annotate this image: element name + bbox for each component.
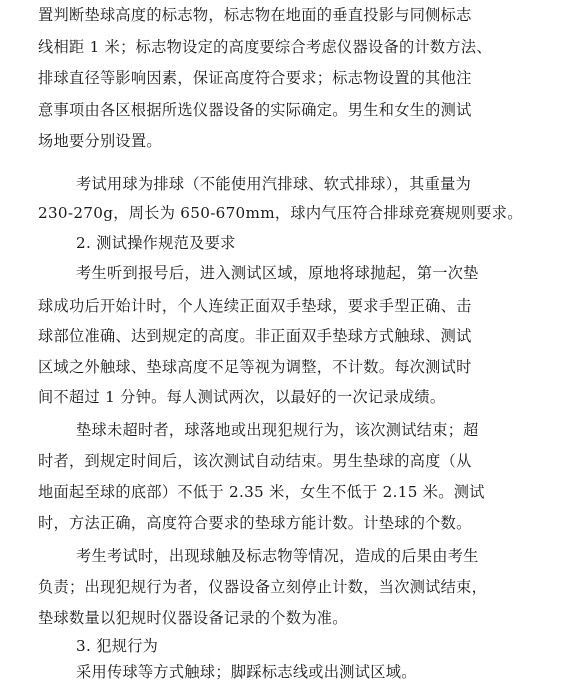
text-line: 球部位准确、达到规定的高度。非正面双手垫球方式触球、测试 <box>38 327 472 345</box>
text-line: 地面起至球的底部）不低于 2.35 米，女生不低于 2.15 米。测试 <box>38 483 485 501</box>
text-line: 考生听到报号后，进入测试区域，原地将球抛起，第一次垫 <box>76 264 479 282</box>
text-line: 考生考试时，出现球触及标志物等情况，造成的后果由考生 <box>76 547 479 565</box>
text-line: 场地要分别设置。 <box>38 132 162 150</box>
section-heading: 3. 犯规行为 <box>76 637 159 655</box>
text-line: 采用传球等方式触球；脚踩标志线或出测试区域。 <box>76 663 417 681</box>
section-heading: 2. 测试操作规范及要求 <box>76 234 236 252</box>
text-line: 线相距 1 米；标志物设定的高度要综合考虑仪器设备的计数方法、 <box>38 38 492 56</box>
text-line: 考试用球为排球（不能使用汽排球、软式排球），其重量为 <box>76 175 472 193</box>
text-line: 球成功后开始计时，个人连续正面双手垫球，要求手型正确、击 <box>38 297 472 315</box>
text-line: 时，方法正确，高度符合要求的垫球方能计数。计垫球的个数。 <box>38 514 472 532</box>
text-line: 时者，到规定时间后，该次测试自动结束。男生垫球的高度（从 <box>38 452 472 470</box>
text-line: 排球直径等影响因素，保证高度符合要求；标志物设置的其他注 <box>38 69 472 87</box>
text-line: 区域之外触球、垫球高度不足等视为调整，不计数。每次测试时 <box>38 358 472 376</box>
text-line: 垫球未超时者，球落地或出现犯规行为，该次测试结束；超 <box>76 421 479 439</box>
text-line: 意事项由各区根据所选仪器设备的实际确定。男生和女生的测试 <box>38 101 472 119</box>
text-line: 置判断垫球高度的标志物，标志物在地面的垂直投影与同侧标志 <box>38 6 472 24</box>
text-line: 垫球数量以犯规时仪器设备记录的个数为准。 <box>38 609 348 627</box>
text-line: 间不超过 1 分钟。每人测试两次，以最好的一次记录成绩。 <box>38 388 446 406</box>
text-line: 负责；出现犯规行为者，仪器设备立刻停止计数，当次测试结束， <box>38 578 488 596</box>
text-line: 230-270g，周长为 650-670mm，球内气压符合排球竞赛规则要求。 <box>38 204 523 222</box>
